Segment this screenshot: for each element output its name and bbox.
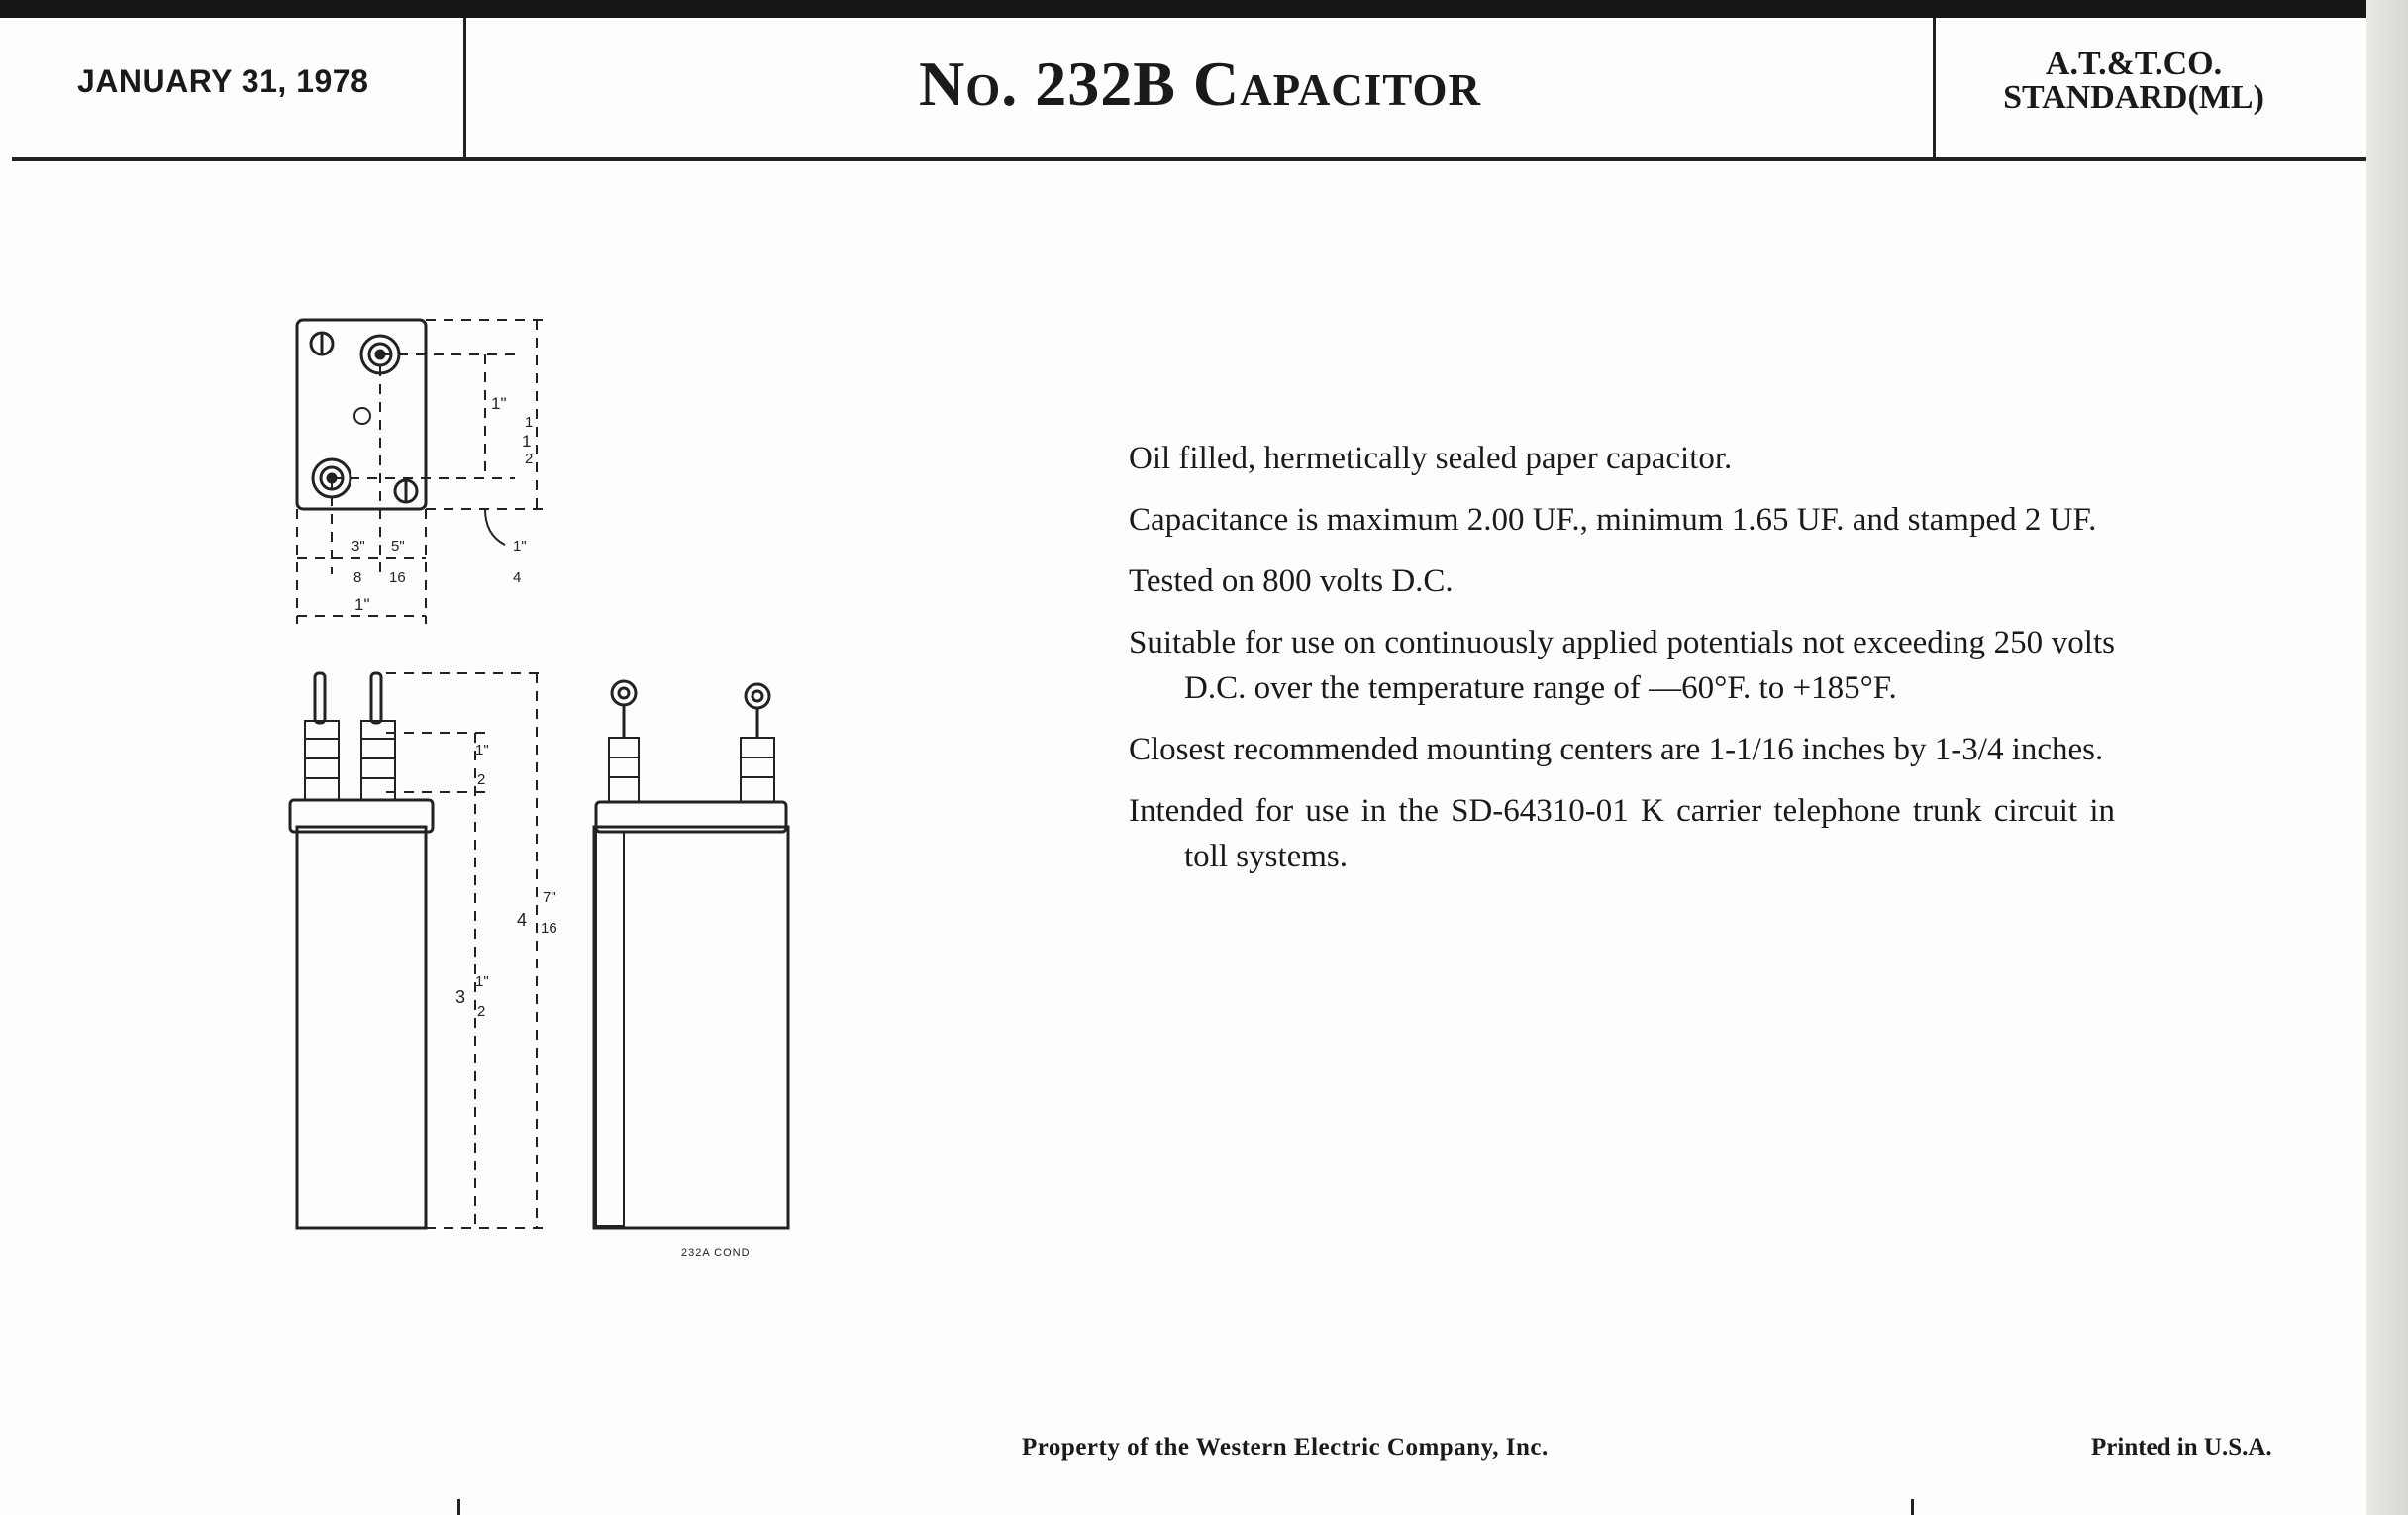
dim-5-16-num: 5" [391, 538, 405, 555]
dim-stud-den: 2 [477, 771, 486, 788]
mounting-screw-top-left [311, 333, 333, 354]
spec-mounting: Closest recommended mounting centers are 1-1/16 inches by 1-3/4 inches. [1129, 732, 2104, 767]
can-body-front [297, 827, 426, 1228]
dim-body-den: 2 [477, 1003, 486, 1020]
header-rule [12, 157, 2366, 161]
spec-test-voltage: Tested on 800 volts D.C. [1129, 563, 1454, 599]
dim-height-num: 1 [525, 414, 534, 431]
spec-capacitance: Capacitance is maximum 2.00 UF., minimum 1.65 UF. and stamped 2 UF. [1129, 502, 2097, 538]
scan-right-edge [2366, 0, 2408, 1515]
drawing-reference: 232A COND [681, 1247, 751, 1259]
standard-type: STANDARD(ML) [2003, 79, 2264, 116]
side-view [594, 681, 788, 1259]
mounting-screw-bottom-right [395, 480, 417, 502]
leader-line [485, 509, 505, 545]
header-divider-right [1933, 18, 1936, 160]
standard-label [1941, 48, 2327, 115]
dim-body-num: 1" [475, 973, 489, 990]
footer-tick-right [1911, 1499, 1914, 1515]
side-seam [596, 832, 624, 1226]
dim-quarter-num: 1" [513, 538, 527, 555]
header-divider-left [463, 18, 466, 160]
dim-body-whole: 3 [455, 987, 466, 1007]
spec-operating-range: Suitable for use on continuously applied potentials not exceeding 250 volts D.C. over the temperature range of —60°F. to +185°F. [1129, 625, 2115, 706]
front-view [290, 673, 557, 1228]
dimension-lines [297, 320, 545, 624]
footer-printed: Printed in U.S.A. [2091, 1434, 2272, 1461]
dim-mounting-1: 1" [491, 394, 507, 413]
specifications [1129, 436, 2115, 895]
dim-total-den: 16 [541, 920, 557, 937]
dim-quarter-den: 4 [513, 569, 522, 586]
front-dimension-lines [386, 673, 545, 1228]
dim-stud-num: 1" [475, 742, 489, 758]
solder-lug-right [741, 684, 774, 802]
footer-tick-left [457, 1499, 460, 1515]
dim-total-whole: 4 [517, 910, 528, 930]
spec-construction: Oil filled, hermetically sealed paper capacitor. [1129, 441, 1733, 476]
scan-top-border [0, 0, 2408, 18]
solder-lug-left [609, 681, 639, 802]
issue-date: JANUARY 31, 1978 [77, 63, 369, 99]
standard-company: A.T.&T.CO. [2045, 46, 2223, 82]
footer-property: Property of the Western Electric Company, Inc. [1022, 1434, 1549, 1461]
dim-height-den: 2 [525, 451, 534, 467]
dim-height-whole: 1 [522, 432, 532, 451]
dim-base-width: 1" [354, 595, 370, 614]
dim-3-8-num: 3" [351, 538, 365, 555]
vent-hole [354, 408, 370, 424]
terminal-stud-left [305, 673, 339, 800]
capacitor-drawing [277, 307, 832, 1267]
spec-application: Intended for use in the SD-64310-01 K carrier telephone trunk circuit in toll systems. [1129, 793, 2115, 874]
page-title: No. 232B Capacitor [919, 49, 1481, 119]
terminal-stud-right [361, 673, 395, 800]
top-view [297, 320, 545, 624]
dim-total-num: 7" [543, 889, 556, 906]
dim-5-16-den: 16 [389, 569, 406, 586]
dim-3-8-den: 8 [353, 569, 362, 586]
